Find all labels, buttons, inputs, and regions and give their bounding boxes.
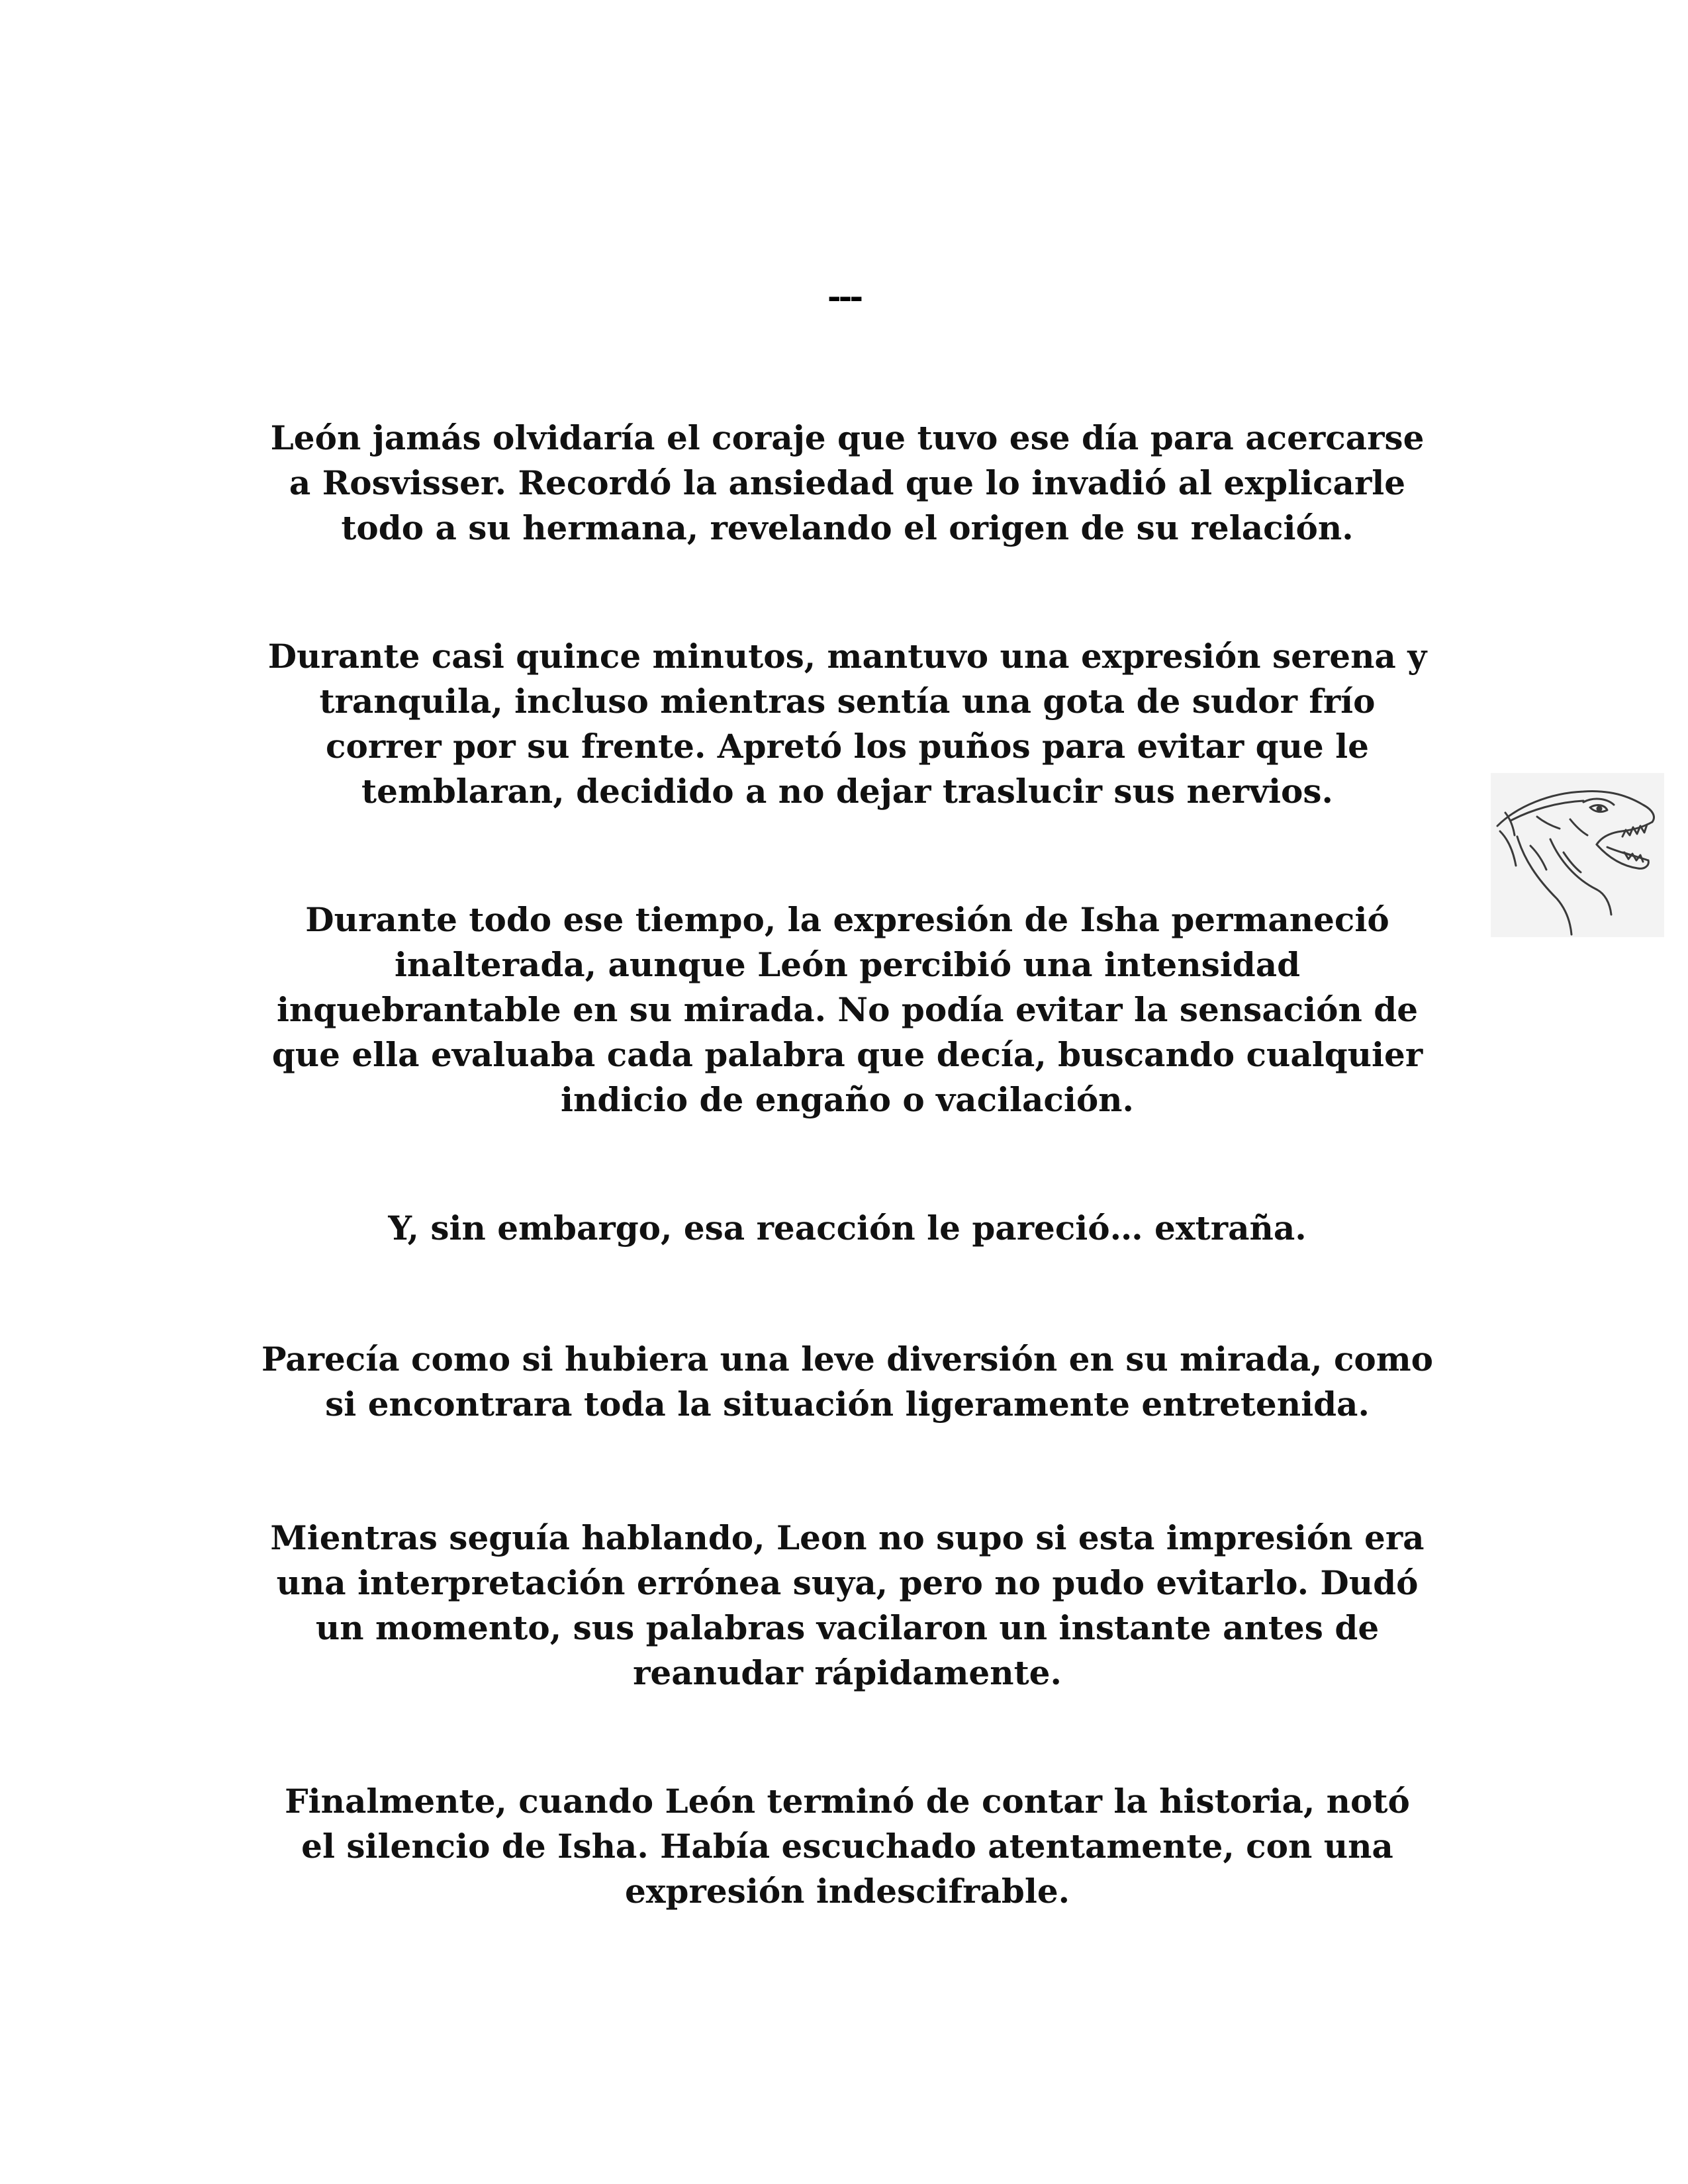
paragraph-3: Durante todo ese tiempo, la expresión de Isha permaneció inalterada, aunque León percibió una intensidad inquebrantable en su mirada. No podía evitar la sensación de que ella evaluaba cada palabra que decía, buscando cualquier indicio de engaño o vacilación. — [271, 900, 1423, 1119]
section-separator: --- — [827, 277, 861, 316]
paragraph-6: Mientras seguía hablando, Leon no supo si esta impresión era una interpretación errónea suya, pero no pudo evitarlo. Dudó un momento, sus palabras vacilaron un instante antes de reanudar rápidamente. — [270, 1518, 1425, 1692]
paragraph-2: Durante casi quince minutos, mantuvo una expresión serena y tranquila, incluso mientras sentía una gota de sudor frío correr por su frente. Apretó los puños para evitar que le temblaran, decidido a no dejar traslucir sus nervios. — [267, 637, 1427, 811]
paragraph-1: León jamás olvidaría el coraje que tuvo ese día para acercarse a Rosvisser. Recordó la ansiedad que lo invadió al explicarle todo a su hermana, revelando el origen de su relación. — [270, 418, 1425, 547]
paragraph-5: Parecía como si hubiera una leve diversión en su mirada, como si encontrara toda la situación ligeramente entretenida. — [261, 1340, 1434, 1424]
paragraph-4: Y, sin embargo, esa reacción le pareció… extraña. — [388, 1208, 1307, 1248]
paragraph-7: Finalmente, cuando León terminó de contar la historia, notó el silencio de Isha. Había escuchado atentamente, con una expresión indescifrable. — [285, 1782, 1410, 1911]
dinosaur-head-icon — [1491, 773, 1664, 937]
